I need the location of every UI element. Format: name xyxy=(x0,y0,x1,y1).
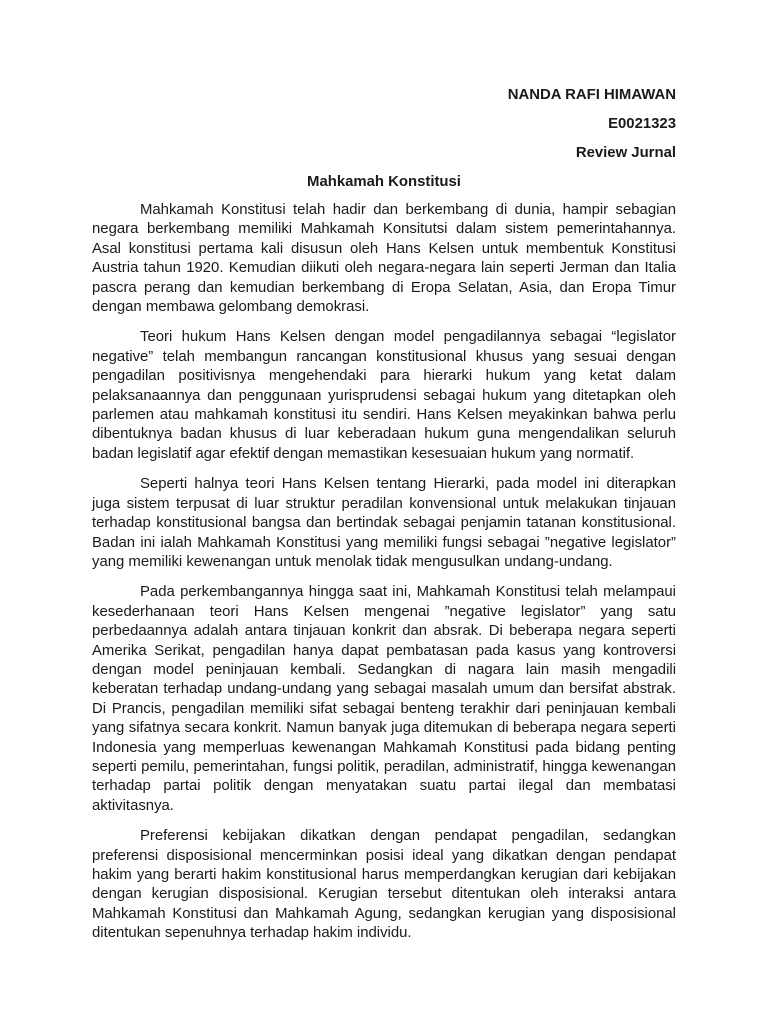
paragraph-4: Pada perkembangannya hingga saat ini, Mahkamah Konstitusi telah melampaui kesederhanaan teori Hans Kelsen mengenai ”negative legislator” yang satu perbedaannya adalah antara tinjauan konkrit dan absrak. Di beberapa negara seperti Amerika Serikat, pengadilan hanya dapat pembatasan pada kasus yang kontroversi dengan model peninjauan kembali. Sedangkan di nagara lain masih mengadili keberatan terhadap undang-undang yang sebagai masalah umum dan bersifat abstrak. Di Prancis, pengadilan memiliki sifat sebagai benteng terakhir dari peninjauan kembali yang sifatnya secara konkrit. Namun banyak juga ditemukan di beberapa negara seperti Indonesia yang memperluas kewenangan Mahkamah Konstitusi pada bidang penting seperti pemilu, pemerintahan, fungsi politik, peradilan, administratif, hingga kewenangan terhadap partai politik dengan menyatakan suatu partai ilegal dan membatasi aktivitasnya. xyxy=(92,584,676,814)
paragraph-3: Seperti halnya teori Hans Kelsen tentang Hierarki, pada model ini diterapkan juga sistem terpusat di luar struktur peradilan konvensional untuk melakukan tinjauan terhadap konstitusional bangsa dan bertindak sebagai penjamin tatanan konstitusional. Badan ini ialah Mahkamah Konstitusi yang memiliki fungsi sebagai ”negative legislator” yang memiliki kewenangan untuk menolak tidak mengusulkan undang-undang. xyxy=(92,476,676,570)
document-type: Review Jurnal xyxy=(575,145,676,161)
paragraph-2: Teori hukum Hans Kelsen dengan model pengadilannya sebagai “legislator negative” telah membangun rancangan konstitusional khusus yang sesuai dengan pengadilan positivisnya mengehendaki para hierarki hukum yang ketat dalam pelaksanaannya dan penggunaan yurisprudensi sebagai hukum yang ditetapkan oleh parlemen atau mahkamah konstitusi itu sendiri. Hans Kelsen meyakinkan bahwa perlu dibentuknya badan khusus di luar keberadaan hukum guna mengendalikan seluruh badan legislatif agar efektif dengan memastikan kesesuaian hukum yang normatif. xyxy=(92,329,676,462)
paragraph-5: Preferensi kebijakan dikatkan dengan pendapat pengadilan, sedangkan preferensi disposisional mencerminkan posisi ideal yang dikatkan dengan pendapat hakim yang berarti hakim konstitusional harus memperdangkan kerugian dari kebijakan dengan kerugian disposisional. Kerugian tersebut ditentukan oleh interaksi antara Mahkamah Konstitusi dan Mahkamah Agung, sedangkan kerugian yang disposisional ditentukan sepenuhnya terhadap hakim individu. xyxy=(92,828,676,942)
author-name: NANDA RAFI HIMAWAN xyxy=(507,87,676,103)
document-title: Mahkamah Konstitusi xyxy=(307,174,461,190)
student-id: E0021323 xyxy=(608,116,676,132)
document-page xyxy=(92,84,676,955)
paragraph-1: Mahkamah Konstitusi telah hadir dan berkembang di dunia, hampir sebagian negara berkembang memiliki Mahkamah Konsitutsi dalam sistem pemerintahannya. Asal konstitusi pertama kali disusun oleh Hans Kelsen untuk membentuk Konstitusi Austria tahun 1920. Kemudian diikuti oleh negara-negara lain seperti Jerman dan Italia pascra perang dan kemudian berkembang di Eropa Selatan, Asia, dan Eropa Timur dengan membawa gelombang demokrasi. xyxy=(92,202,676,316)
